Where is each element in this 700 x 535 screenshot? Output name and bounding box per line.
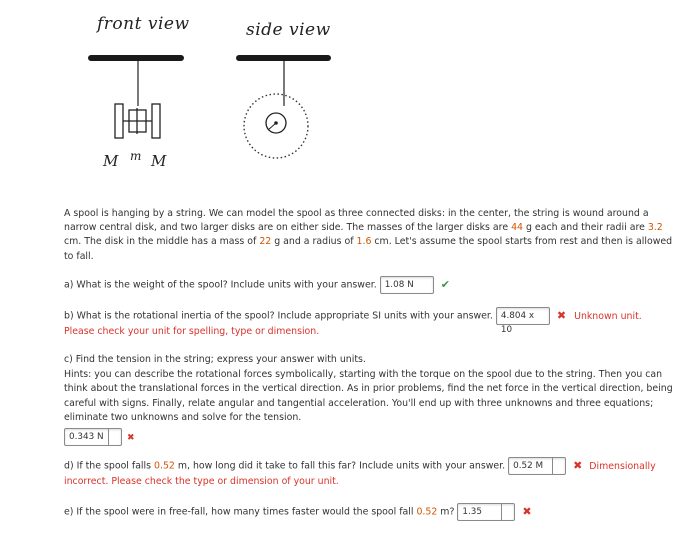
side-large-disk bbox=[244, 94, 308, 158]
part-b bbox=[64, 307, 676, 340]
side-ceiling-bar bbox=[236, 55, 331, 61]
side-radius-line bbox=[268, 123, 276, 130]
part-a bbox=[64, 276, 676, 294]
part-b-feedback-detail: Please check your unit for spelling, type or dimension. bbox=[64, 326, 320, 337]
part-e: e) If the spool were in free-fall, how many times faster would the spool fall 0.52 m? 1.35 ✖ bbox=[64, 503, 676, 521]
partial-cross-icon: ✖ bbox=[126, 433, 135, 444]
part-d-feedback: Dimensionally bbox=[589, 460, 656, 472]
part-d-distance: 0.52 bbox=[154, 460, 175, 472]
mass-label-right: M bbox=[151, 152, 167, 170]
check-icon: ✔ bbox=[440, 277, 450, 291]
front-ceiling-bar bbox=[88, 55, 184, 61]
part-e-answer-input[interactable]: 1.35 bbox=[457, 503, 515, 521]
part-d: d) If the spool falls 0.52 m, how long did it take to fall this far? Include units with your answer. 0.52 M ✖ Dimensionally incorrect. Please check the type or dimension of your unit. bbox=[64, 458, 656, 487]
part-b-feedback: Unknown unit. bbox=[574, 310, 642, 322]
part-c-hint: Hints: you can describe the rotational forces symbolically, starting with the torque on the spool due to the string. Then you can think about the translational forces in the vertical direction. As in prior problems, find the net force in the vertical direction, being careful with signs. Finally, relate angular and tangential acceleration. You'll end up with three unknowns and three equations; eliminate two unknowns and solve for the tension. bbox=[64, 368, 673, 423]
cross-icon: ✖ bbox=[573, 458, 583, 472]
part-d-feedback-detail: incorrect. Please check the type or dimension of your unit. bbox=[64, 476, 339, 487]
large-radius-value: 3.2 bbox=[647, 222, 663, 234]
part-c-question: c) Find the tension in the string; express your answer with units. bbox=[64, 354, 366, 365]
large-mass-value: 44 bbox=[511, 222, 524, 234]
mass-label-left: M bbox=[103, 152, 119, 170]
problem-statement: A spool is hanging by a string. We can model the spool as three connected disks: in the center, the string is wound around a narrow central disk, and two larger disks are on either side. The masses of the larger disks are 44 g each and their radii are 3.2 cm. The disk in the middle has a mass of 22 g and a radius of 1.6 cm. Let's assume the spool starts from rest and then is allowed to fall. bbox=[64, 208, 673, 262]
small-mass-value: 22 bbox=[259, 236, 272, 248]
part-d-answer-input[interactable]: 0.52 M bbox=[508, 457, 566, 475]
part-b-question: b) What is the rotational inertia of the spool? Include appropriate SI units with your answer. bbox=[64, 310, 493, 322]
part-a-answer-input[interactable]: 1.08 N bbox=[380, 276, 434, 294]
part-e-distance: 0.52 bbox=[416, 506, 438, 518]
part-a-question: a) What is the weight of the spool? Include units with your answer. bbox=[64, 279, 377, 291]
front-spool bbox=[115, 104, 160, 138]
small-radius-value: 1.6 bbox=[356, 236, 372, 248]
front-view-label: front view bbox=[97, 14, 190, 34]
side-view-label: side view bbox=[246, 20, 331, 40]
mass-label-center: m bbox=[130, 149, 142, 163]
part-c-answer-input[interactable]: 0.343 N bbox=[64, 428, 122, 446]
cross-icon: ✖ bbox=[556, 308, 567, 322]
cross-icon: ✖ bbox=[522, 504, 532, 518]
part-b-answer-input[interactable]: 4.804 x 10 bbox=[496, 307, 550, 325]
part-c bbox=[64, 353, 676, 446]
